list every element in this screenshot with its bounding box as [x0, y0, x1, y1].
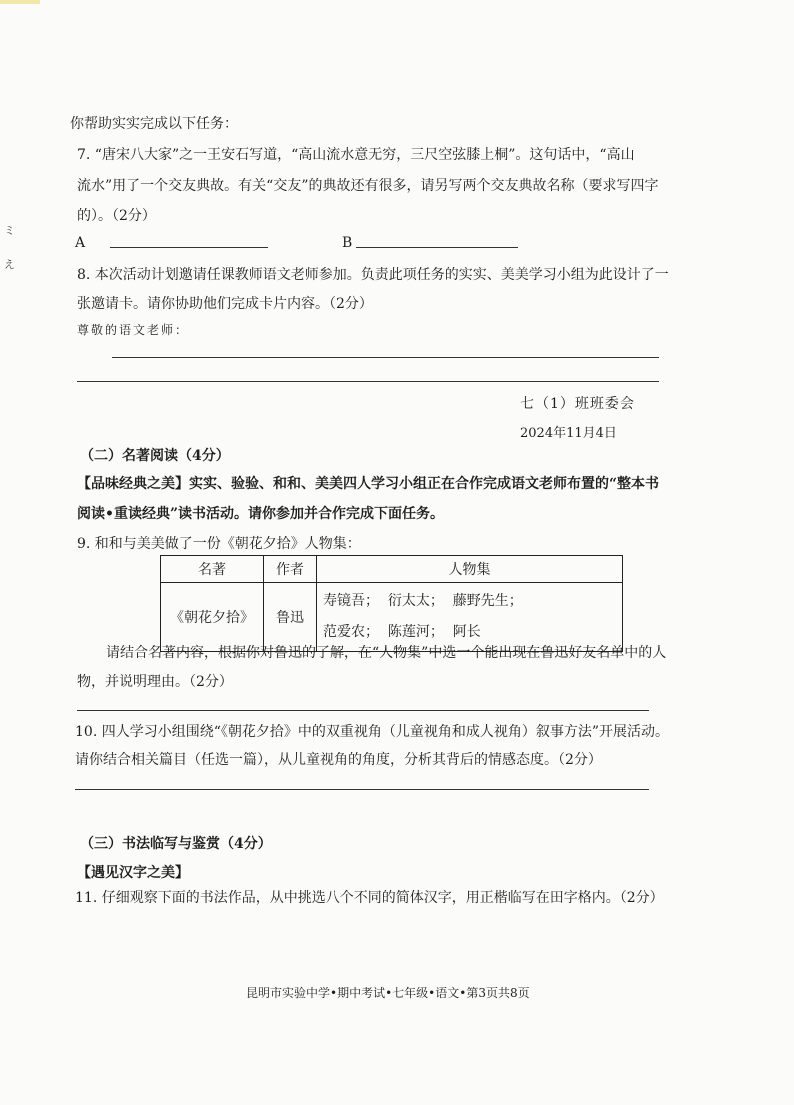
q7-line-1: 7. “唐宋八大家”之一王安石写道，“高山流水意无穷，三尺空弦膝上桐”。这句话中，“高山	[77, 147, 635, 163]
table-header-book: 名著	[161, 556, 264, 583]
section2-heading: （二）名著阅读（4分）	[80, 448, 230, 464]
q7-answer-a-line[interactable]	[110, 247, 268, 248]
margin-mark-1: ミ	[4, 224, 15, 237]
q10-line-1: 10. 四人学习小组围绕“《朝花夕拾》中的双重视角（儿童视角和成人视角）叙事方法”开展活动。	[75, 724, 670, 740]
section3-lead: 【遇见汉字之美】	[77, 865, 189, 881]
q8-line-2: 张邀请卡。请你协助他们完成卡片内容。（2分）	[77, 296, 373, 312]
character-table	[160, 555, 623, 652]
invitation-date: 2024年11月4日	[520, 426, 617, 441]
section3-heading: （三）书法临写与鉴赏（4分）	[80, 836, 272, 852]
q9-answer-line[interactable]	[77, 710, 649, 711]
section2-lead-1: 【品味经典之美】实实、验验、和和、美美四人学习小组正在合作完成语文老师布置的“整本书	[77, 476, 660, 492]
invitation-line-2[interactable]	[77, 381, 659, 382]
q10-answer-line[interactable]	[75, 789, 649, 790]
margin-mark-2: え	[4, 258, 15, 271]
q7-blank-a-label: A	[75, 235, 86, 251]
q7-blank-b-label: B	[342, 235, 353, 251]
q11-line-1: 11. 仔细观察下面的书法作品，从中挑选八个不同的简体汉字，用正楷临写在田字格内。（2分）	[75, 890, 664, 906]
intro-text: 你帮助实实完成以下任务：	[70, 116, 238, 132]
q10-line-2: 请你结合相关篇目（任选一篇），从儿童视角的角度，分析其背后的情感态度。（2分）	[75, 752, 602, 768]
table-cell-book: 《朝花夕拾》	[161, 583, 264, 652]
table-header-characters: 人物集	[317, 556, 623, 583]
table-cell-author: 鲁迅	[264, 583, 317, 652]
q8-line-1: 8. 本次活动计划邀请任课教师语文老师参加。负责此项任务的实实、美美学习小组为此设计了一	[77, 267, 669, 283]
page-footer: 昆明市实验中学•期中考试•七年级•语文•第3页共8页	[246, 986, 530, 1000]
q7-answer-b-line[interactable]	[356, 247, 518, 248]
q7-line-2: 流水”用了一个交友典故。有关“交友”的典故还有很多，请另写两个交友典故名称（要求写四字	[77, 178, 659, 194]
q9-title: 9. 和和与美美做了一份《朝花夕拾》人物集：	[77, 536, 361, 552]
scan-corner-mark	[0, 0, 40, 4]
characters-line-1: 寿镜吾； 衍太太； 藤野先生；	[323, 593, 523, 609]
invitation-greeting: 尊敬的语文老师：	[77, 323, 190, 337]
table-header-author: 作者	[264, 556, 317, 583]
invitation-signature: 七（1）班班委会	[520, 396, 635, 412]
q9-prompt-1: 请结合名著内容，根据你对鲁迅的了解，在“人物集”中选一个能出现在鲁迅好友名单中的人	[106, 645, 667, 661]
q7-line-3: 的）。（2分）	[77, 208, 156, 224]
section2-lead-2: 阅读•重读经典”读书活动。请你参加并合作完成下面任务。	[77, 506, 444, 522]
characters-line-2: 范爱农； 陈莲河； 阿长	[323, 624, 481, 640]
invitation-line-1[interactable]	[112, 357, 659, 358]
q9-prompt-2: 物，并说明理由。（2分）	[77, 674, 233, 690]
